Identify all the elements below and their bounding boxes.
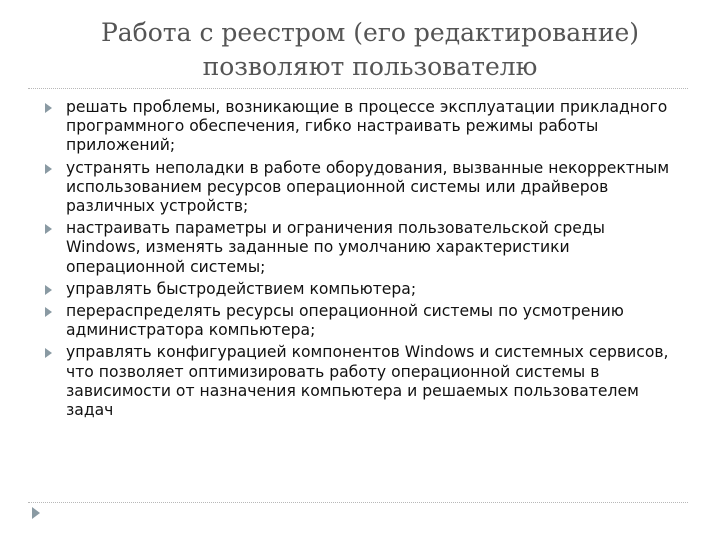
bullet-item: [44, 280, 684, 299]
bullet-item: [44, 343, 684, 420]
triangle-bullet-icon: [45, 307, 52, 317]
bullet-text: решать проблемы, возникающие в процессе эксплуатации прикладного программного обеспечения, гибко настраивать режимы работы приложений;: [66, 98, 668, 155]
triangle-bullet-icon: [45, 164, 52, 174]
title-divider: [28, 88, 688, 89]
title-line-2: позволяют пользователю: [202, 52, 538, 81]
bullet-item: [44, 302, 684, 340]
triangle-bullet-icon: [45, 103, 52, 113]
bullet-text: устранять неполадки в работе оборудования, вызванные некорректным использованием ресурсов операционной системы или драйверов различных устройств;: [66, 158, 670, 216]
bullet-item: [44, 219, 684, 277]
slide-title: [60, 16, 680, 84]
triangle-bullet-icon: [45, 348, 52, 358]
footer-divider: [28, 502, 688, 503]
bullet-text: перераспределять ресурсы операционной системы по усмотрению администратора компьютера;: [66, 302, 624, 340]
nav-arrow-icon[interactable]: [29, 506, 43, 520]
bullet-text: управлять конфигурацией компонентов Windows и системных сервисов, что позволяет оптимизировать работу операционной системы в зависимости от назначения компьютера и решаемых пользователем задач: [66, 343, 669, 420]
bullet-item: [44, 98, 684, 156]
bullet-item: [44, 159, 684, 217]
triangle-bullet-icon: [45, 285, 52, 295]
bullet-text: настраивать параметры и ограничения пользовательской среды Windows, изменять заданные по умолчанию характеристики операционной системы;: [66, 219, 605, 276]
title-line-1: Работа с реестром (его редактирование): [100, 18, 640, 47]
bullet-list: [44, 98, 684, 423]
triangle-bullet-icon: [45, 224, 52, 234]
bullet-text: управлять быстродействием компьютера;: [66, 279, 417, 298]
